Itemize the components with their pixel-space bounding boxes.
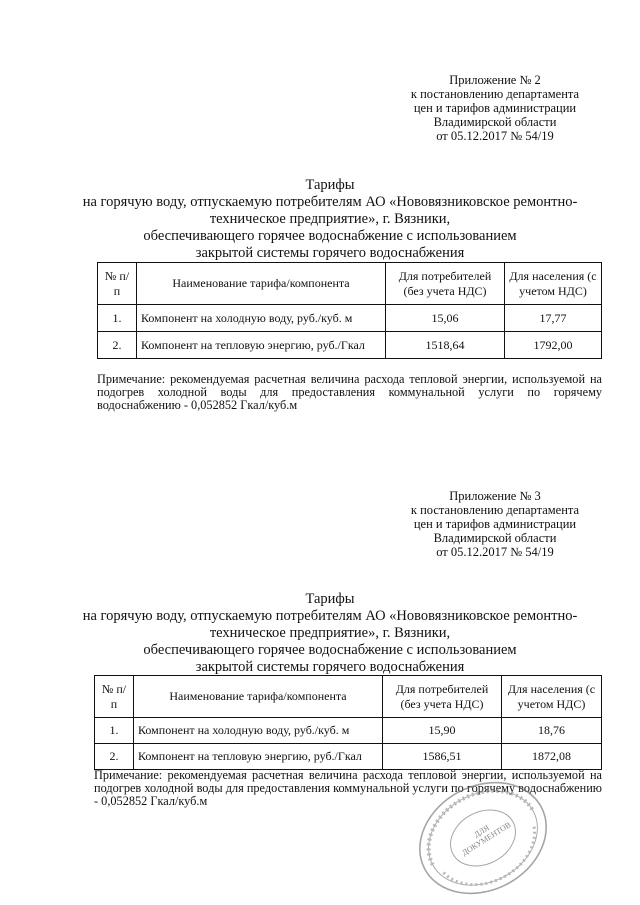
appendix-line: Владимирской области bbox=[433, 115, 557, 129]
title-line: на горячую воду, отпускаемую потребителям АО «Нововязниковское ремонтно- bbox=[82, 608, 578, 624]
header-population: Для населения (с учетом НДС) bbox=[502, 676, 602, 718]
cell-consumers: 1518,64 bbox=[386, 332, 505, 359]
table-header-row bbox=[98, 263, 602, 305]
appendix-line: к постановлению департамента bbox=[410, 87, 580, 101]
cell-population: 1872,08 bbox=[502, 744, 602, 770]
title-line: техническое предприятие», г. Вязники, bbox=[209, 211, 451, 227]
tariff-table-1 bbox=[97, 262, 602, 359]
title-heading: Тарифы bbox=[305, 177, 355, 193]
appendix-date: от 05.12.2017 № 54/19 bbox=[436, 545, 554, 559]
cell-consumers: 15,06 bbox=[386, 305, 505, 332]
header-consumers: Для потребителей (без учета НДС) bbox=[386, 263, 505, 305]
header-num: № п/п bbox=[98, 263, 137, 305]
title-line: закрытой системы горячего водоснабжения bbox=[195, 245, 465, 261]
table-row bbox=[95, 718, 602, 744]
appendix-date: от 05.12.2017 № 54/19 bbox=[436, 129, 554, 143]
cell-name: Компонент на тепловую энергию, руб./Гкал bbox=[134, 744, 383, 770]
appendix-number: Приложение № 2 bbox=[449, 73, 541, 87]
table-row bbox=[98, 305, 602, 332]
header-name: Наименование тарифа/компонента bbox=[137, 263, 386, 305]
table-row bbox=[95, 744, 602, 770]
cell-consumers: 15,90 bbox=[383, 718, 502, 744]
header-population: Для населения (с учетом НДС) bbox=[505, 263, 602, 305]
header-name: Наименование тарифа/компонента bbox=[134, 676, 383, 718]
header-num: № п/п bbox=[95, 676, 134, 718]
table-header-row bbox=[95, 676, 602, 718]
stamp-inner-text: ДЛЯ ДОКУМЕНТОВ bbox=[460, 820, 513, 858]
appendix-line: цен и тарифов администрации bbox=[413, 101, 577, 115]
cell-population: 1792,00 bbox=[505, 332, 602, 359]
appendix-line: к постановлению департамента bbox=[410, 503, 580, 517]
table-row bbox=[98, 332, 602, 359]
cell-consumers: 1586,51 bbox=[383, 744, 502, 770]
document-title-1 bbox=[80, 177, 580, 262]
official-stamp bbox=[408, 778, 558, 898]
cell-num: 2. bbox=[98, 332, 137, 359]
cell-population: 17,77 bbox=[505, 305, 602, 332]
cell-population: 18,76 bbox=[502, 718, 602, 744]
tariff-table-2 bbox=[94, 675, 602, 770]
title-line: на горячую воду, отпускаемую потребителям АО «Нововязниковское ремонтно- bbox=[82, 194, 578, 210]
cell-name: Компонент на тепловую энергию, руб./Гкал bbox=[137, 332, 386, 359]
title-line: обеспечивающего горячее водоснабжение с использованием bbox=[143, 228, 517, 244]
document-title-2 bbox=[80, 591, 580, 676]
note-2: Примечание: рекомендуемая расчетная величина расхода тепловой энергии, используемой на подогрев холодной воды для предоставления коммунальной услуги по горячему водоснабжению - 0,052852 Гкал/куб.м bbox=[94, 768, 602, 808]
note-1: Примечание: рекомендуемая расчетная величина расхода тепловой энергии, используемой на подогрев холодной воды для предоставления коммунальной услуги по горячему водоснабжению - 0,052852 Гкал/куб.м bbox=[97, 372, 602, 412]
cell-num: 1. bbox=[95, 718, 134, 744]
cell-name: Компонент на холодную воду, руб./куб. м bbox=[134, 718, 383, 744]
appendix-line: цен и тарифов администрации bbox=[413, 517, 577, 531]
cell-num: 1. bbox=[98, 305, 137, 332]
title-line: обеспечивающего горячее водоснабжение с использованием bbox=[143, 642, 517, 658]
cell-name: Компонент на холодную воду, руб./куб. м bbox=[137, 305, 386, 332]
cell-num: 2. bbox=[95, 744, 134, 770]
appendix-header-2 bbox=[405, 489, 585, 559]
appendix-line: Владимирской области bbox=[433, 531, 557, 545]
title-line: закрытой системы горячего водоснабжения bbox=[195, 659, 465, 675]
title-heading: Тарифы bbox=[305, 591, 355, 607]
appendix-header-1 bbox=[405, 73, 585, 143]
header-consumers: Для потребителей (без учета НДС) bbox=[383, 676, 502, 718]
appendix-number: Приложение № 3 bbox=[449, 489, 541, 503]
title-line: техническое предприятие», г. Вязники, bbox=[209, 625, 451, 641]
